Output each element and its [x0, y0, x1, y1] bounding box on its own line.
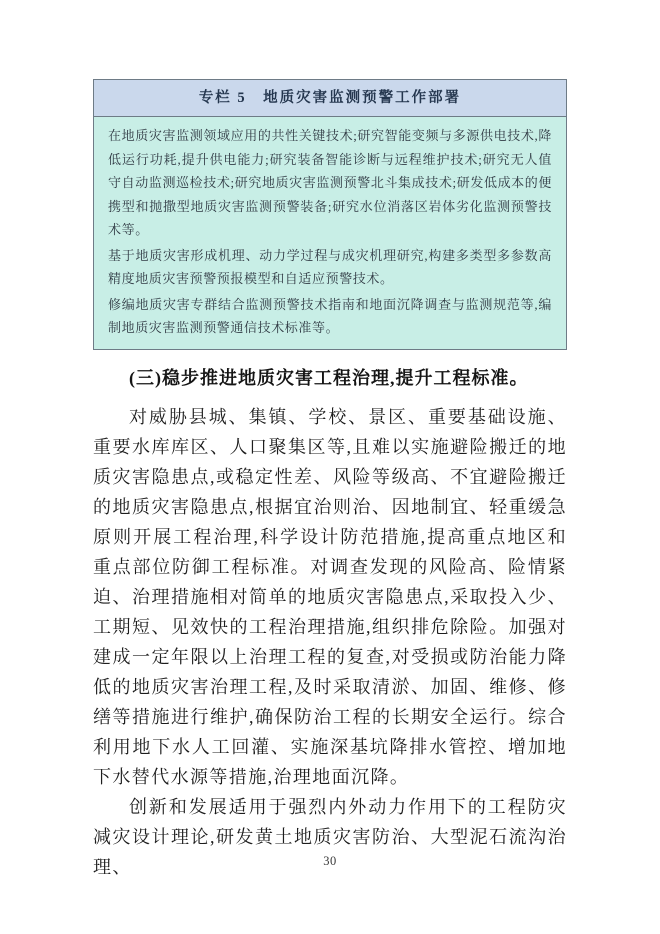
panel-title: 专栏 5 地质灾害监测预警工作部署 [94, 80, 566, 117]
panel-paragraph: 基于地质灾害形成机理、动力学过程与成灾机理研究,构建多类型多参数高精度地质灾害预警预报模型和自适应预警技术。 [108, 247, 552, 286]
page-number: 30 [323, 854, 337, 868]
info-panel [93, 79, 567, 350]
body-text [93, 402, 567, 882]
body-paragraph: 创新和发展适用于强烈内外动力作用下的工程防灾减灾设计理论,研发黄土地质灾害防治、大型泥石流沟治理、 [93, 796, 567, 877]
panel-body [94, 117, 566, 349]
panel-paragraph: 在地质灾害监测领域应用的共性关键技术;研究智能变频与多源供电技术,降低运行功耗,提升供电能力;研究装备智能诊断与远程维护技术;研究无人值守自动监测巡检技术;研究地质灾害监测预警北斗集成技术;研发低成本的便携型和抛撒型地质灾害监测预警装备;研究水位消落区岩体劣化监测预警技术等。 [108, 128, 552, 237]
content-column [93, 79, 567, 882]
panel-paragraph: 修编地质灾害专群结合监测预警技术指南和地面沉降调查与监测规范等,编制地质灾害监测预警通信技术标准等。 [108, 296, 552, 335]
body-paragraph: 对威胁县城、集镇、学校、景区、重要基础设施、重要水库库区、人口聚集区等,且难以实施避险搬迁的地质灾害隐患点,或稳定性差、风险等级高、不宜避险搬迁的地质灾害隐患点,根据宜治则治、因地制宜、轻重缓急原则开展工程治理,科学设计防范措施,提高重点地区和重点部位防御工程标准。对调查发现的风险高、险情紧迫、治理措施相对简单的地质灾害隐患点,采取投入少、工期短、见效快的工程治理措施,组织排危除险。加强对建成一定年限以上治理工程的复查,对受损或防治能力降低的地质灾害治理工程,及时采取清淤、加固、维修、修缮等措施进行维护,确保防治工程的长期安全运行。综合利用地下水人工回灌、实施深基坑降排水管控、增加地下水替代水源等措施,治理地面沉降。 [93, 406, 567, 787]
section-heading: (三)稳步推进地质灾害工程治理,提升工程标准。 [129, 367, 529, 388]
